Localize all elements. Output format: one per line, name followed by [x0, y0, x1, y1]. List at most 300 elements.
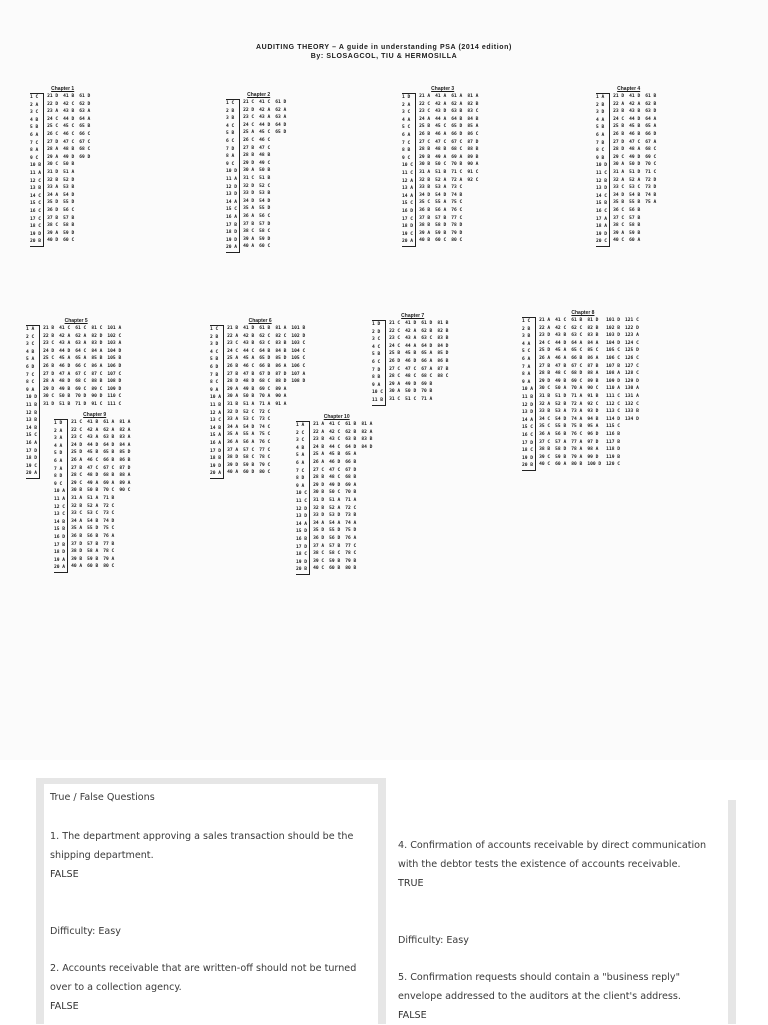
answer-entry: 62 A [451, 101, 463, 107]
answer-entry: 8 A [30, 148, 39, 154]
answer-entry: 34 D [243, 198, 255, 204]
answer-entry: 41 D [629, 94, 641, 99]
answer-entry: 2 A [30, 102, 39, 108]
answer-entry: 57 C [243, 447, 255, 453]
tf-panel-right [398, 836, 724, 1025]
answer-entry: 121 C [625, 318, 639, 323]
answer-entry: 15 B [54, 527, 66, 533]
answer-entry: 31 C [389, 396, 401, 402]
answer-entry: 28 A [47, 147, 59, 153]
answer-entry: 57 B [87, 541, 99, 547]
answer-entry: 1 D [54, 421, 63, 426]
answer-entry: 20 A [54, 565, 66, 571]
answer-entry: 72 C [345, 505, 357, 511]
answer-entry: 15 C [30, 201, 42, 207]
answer-entry: 62 A [275, 107, 287, 113]
answer-entry: 49 C [259, 160, 271, 166]
answer-entry: 42 A [629, 101, 641, 107]
answer-entry: 82 B [467, 101, 479, 107]
answer-entry: 46 A [435, 131, 447, 137]
answer-entry: 20 A [402, 239, 414, 245]
answer-entry: 9 A [296, 483, 305, 489]
answer-entry: 17 D [522, 440, 534, 446]
answer-entry: 33 B [419, 185, 431, 191]
answer-entry: 65 B [79, 124, 91, 130]
answer-entry: 64 A [645, 116, 657, 122]
answer-entry: 53 B [259, 191, 271, 197]
answer-entry: 34 A [227, 424, 239, 430]
answer-entry: 10 A [54, 489, 66, 495]
answer-entry: 71 A [421, 396, 433, 402]
answer-entry: 65 D [451, 124, 463, 130]
answer-entry: 106 D [107, 363, 122, 369]
answer-entry: 11 A [226, 176, 238, 182]
answer-entry: 3 A [54, 436, 63, 442]
answer-entry: 21 D [47, 94, 59, 99]
answer-entry: 68 C [259, 379, 271, 385]
answer-entry: 10 C [296, 491, 308, 497]
answer-entry: 48 C [555, 371, 567, 377]
answer-entry: 112 C [606, 401, 620, 407]
panel-border-top [36, 778, 382, 784]
answer-entry: 2 C [296, 430, 305, 436]
answer-entry: 69 C [571, 378, 583, 384]
answer-entry: 7 B [210, 372, 219, 378]
answer-entry: 36 A [539, 431, 551, 437]
answer-entry: 69 A [451, 154, 463, 160]
answer-entry: 65 D [259, 356, 271, 362]
answer-entry: 51 A [63, 169, 75, 175]
answer-entry: 68 C [645, 147, 657, 153]
answer-entry: 29 C [71, 480, 83, 486]
answer-entry: 87 D [119, 465, 131, 471]
answer-entry: 23 B [313, 437, 325, 443]
answer-entry: 21 A [313, 422, 325, 427]
answer-entry: 118 D [606, 447, 620, 453]
answer-entry: 38 C [613, 223, 625, 229]
answer-entry: 24 D [71, 442, 83, 448]
answer-entry: 65 A [75, 356, 87, 362]
answer-entry: 64 B [259, 348, 271, 354]
answer-entry: 43 A [59, 341, 71, 347]
answer-entry: 13 D [226, 192, 238, 198]
answer-entry: 36 D [313, 535, 325, 541]
answer-entry: 22 C [419, 101, 431, 107]
answer-entry: 76 A [103, 533, 115, 539]
answer-entry: 110 C [107, 394, 122, 400]
answer-entry: 30 B [313, 490, 325, 496]
answer-entry: 44 A [405, 343, 417, 349]
answer-entry: 61 B [345, 422, 357, 427]
answer-entry: 59 B [435, 230, 447, 236]
answer-entry: 74 B [451, 192, 463, 198]
answer-entry: 3 C [372, 337, 381, 343]
answer-entry: 21 D [613, 94, 625, 99]
tf-answer: FALSE [50, 1001, 79, 1012]
answer-entry: 54 A [329, 520, 341, 526]
answer-entry: 58 C [259, 229, 271, 235]
answer-entry: 103 A [107, 341, 122, 347]
answer-entry: 43 B [629, 109, 641, 115]
answer-entry: 17 B [226, 222, 238, 228]
answer-entry: 55 D [329, 528, 341, 534]
answer-entry: 83 C [467, 109, 479, 115]
answer-entry: 67 A [421, 366, 433, 372]
answer-entry: 21 A [419, 94, 431, 99]
answer-entry: 65 A [345, 452, 357, 458]
answer-entry: 35 A [227, 432, 239, 438]
answer-entry: 68 C [421, 374, 433, 380]
answer-entry: 108 A [606, 371, 620, 377]
answer-entry: 44 D [555, 340, 567, 346]
answer-entry: 35 A [71, 526, 83, 532]
chapter-title: Chapter 1 [51, 86, 75, 92]
answer-entry: 122 D [625, 325, 639, 331]
chapter-block [372, 313, 453, 406]
answer-entry: 66 D [451, 131, 463, 137]
answer-entry: 74 A [571, 416, 583, 422]
answer-entry: 13 B [26, 418, 38, 424]
answer-entry: 65 C [571, 348, 583, 354]
answer-entry: 56 B [87, 533, 99, 539]
answer-entry: 12 B [596, 178, 608, 184]
tf-answer: FALSE [398, 1010, 427, 1021]
answer-entry: 116 B [606, 431, 620, 437]
answer-entry: 38 B [419, 223, 431, 229]
answer-entry: 18 C [522, 448, 534, 454]
answer-entry: 87 D [275, 371, 287, 377]
answer-entry: 86 A [275, 363, 287, 369]
tf-answer: FALSE [50, 869, 79, 880]
answer-entry: 6 A [30, 132, 39, 138]
answer-entry: 33 D [243, 191, 255, 197]
answer-entry: 51 A [329, 497, 341, 503]
answer-entry: 82 B [437, 328, 449, 334]
answer-entry: 71 A [571, 393, 583, 399]
answer-entry: 1 C [210, 327, 219, 332]
answer-entry: 64 A [571, 340, 583, 346]
answer-entry: 78 D [451, 223, 463, 229]
answer-entry: 10 D [26, 395, 38, 401]
answer-entry: 41 C [329, 422, 341, 427]
answer-entry: 91 B [587, 393, 599, 399]
answer-entry: 12 C [30, 178, 42, 184]
answer-entry: 3 C [296, 438, 305, 444]
answer-entry: 38 D [227, 455, 239, 461]
answer-entry: 2 A [402, 102, 411, 108]
answer-entry: 26 B [419, 131, 431, 137]
answer-entry: 48 B [259, 153, 271, 159]
answer-entry: 12 D [226, 184, 238, 190]
answer-entry: 14 A [402, 193, 414, 199]
answer-entry: 84 D [437, 343, 449, 349]
answer-entry: 28 C [389, 374, 401, 380]
answer-entry: 81 A [119, 420, 131, 425]
answer-entry: 91 C [467, 169, 479, 175]
answer-entry: 37 A [313, 543, 325, 549]
answer-entry: 50 B [87, 488, 99, 494]
answer-entry: 76 C [571, 431, 583, 437]
answer-entry: 26 B [227, 363, 239, 369]
answer-entry: 120 C [606, 462, 620, 468]
answer-entry: 41 C [59, 326, 71, 331]
answer-entry: 61 B [571, 318, 583, 323]
chapter-title: Chapter 7 [401, 313, 425, 319]
answer-entry: 67 C [75, 371, 87, 377]
answer-entry: 1 A [26, 327, 35, 332]
answer-entry: 102 C [107, 333, 122, 339]
answer-entry: 7 C [30, 140, 39, 146]
answer-entry: 12 C [54, 504, 66, 510]
answer-entry: 76 A [345, 535, 357, 541]
answer-entry: 8 C [210, 380, 219, 386]
answer-entry: 52 B [555, 401, 567, 407]
answer-entry: 92 C [467, 177, 479, 183]
answer-entry: 44 C [329, 444, 341, 450]
answer-entry: 62 B [645, 101, 657, 107]
answer-entry: 89 C [91, 386, 103, 392]
answer-entry: 12 A [402, 178, 414, 184]
answer-entry: 84 D [361, 444, 373, 450]
answer-entry: 73 B [345, 513, 357, 519]
answer-entry: 37 C [613, 215, 625, 221]
answer-entry: 17 D [210, 448, 222, 454]
answer-entry: 56 C [259, 213, 271, 219]
answer-entry: 103 D [606, 333, 620, 339]
answer-entry: 9 A [210, 387, 219, 393]
answer-entry: 47 C [87, 465, 99, 471]
answer-entry: 80 C [259, 470, 271, 476]
answer-entry: 61 D [275, 100, 287, 105]
answer-entry: 34 A [47, 192, 59, 198]
answer-entry: 47 B [555, 363, 567, 369]
answer-entry: 73 C [259, 417, 271, 423]
answer-entry: 2 B [226, 108, 235, 114]
answer-entry: 52 A [87, 503, 99, 509]
answer-entry: 29 A [227, 386, 239, 392]
answer-entry: 95 A [587, 424, 599, 430]
answer-entry: 47 C [629, 139, 641, 145]
answer-entry: 114 D [606, 416, 620, 422]
answer-entry: 60 C [259, 244, 271, 250]
answer-entry: 52 A [435, 177, 447, 183]
answer-entry: 45 A [555, 348, 567, 354]
answer-entry: 32 D [243, 183, 255, 189]
answer-entry: 19 C [26, 463, 38, 469]
chapter-block [522, 310, 644, 471]
answer-entry: 46 C [259, 137, 271, 143]
answer-entry: 45 C [435, 124, 447, 130]
answer-entry: 70 A [259, 394, 271, 400]
answer-entry: 5 B [596, 125, 605, 131]
answer-entry: 9 C [402, 155, 411, 161]
answer-entry: 70 B [421, 389, 433, 395]
answer-entry: 80 B [571, 462, 583, 468]
answer-entry: 24 C [613, 116, 625, 122]
answer-entry: 54 D [435, 192, 447, 198]
answer-entry: 90 A [275, 394, 287, 400]
answer-entry: 60 C [435, 238, 447, 244]
answer-entry: 75 C [259, 432, 271, 438]
answer-entry: 81 B [437, 321, 449, 326]
answer-entry: 16 C [522, 432, 534, 438]
answer-entry: 29 B [419, 154, 431, 160]
answer-entry: 83 B [275, 341, 287, 347]
answer-entry: 24 C [243, 122, 255, 128]
answer-entry: 10 B [30, 163, 42, 169]
answer-entry: 42 C [63, 101, 75, 107]
answer-entry: 73 D [645, 185, 657, 191]
answer-entry: 18 C [296, 552, 308, 558]
answer-entry: 25 A [313, 452, 325, 458]
answer-entry: 69 C [645, 154, 657, 160]
answer-entry: 72 C [103, 503, 115, 509]
answer-entry: 45 A [59, 356, 71, 362]
answer-entry: 59 D [63, 230, 75, 236]
answer-entry: 29 D [43, 386, 55, 392]
answer-entry: 14 B [210, 425, 222, 431]
answer-entry: 54 D [63, 192, 75, 198]
answer-entry: 4 A [402, 117, 411, 123]
answer-entry: 64 D [103, 442, 115, 448]
answer-entry: 66 C [79, 131, 91, 137]
answer-entry: 16 A [26, 440, 38, 446]
tf-panel-left [50, 788, 370, 1016]
answer-entry: 25 C [47, 124, 59, 130]
answer-entry: 7 A [54, 466, 63, 472]
answer-entry: 33 C [71, 511, 83, 517]
answer-entry: 31 D [313, 497, 325, 503]
answer-entry: 72 D [645, 177, 657, 183]
answer-entry: 71 B [103, 495, 115, 501]
answer-entry: 26 A [313, 459, 325, 465]
answer-entry: 19 D [296, 559, 308, 565]
answer-entry: 15 C [522, 425, 534, 431]
answer-entry: 75 B [571, 424, 583, 430]
answer-entry: 58 D [435, 223, 447, 229]
answer-entry: 20 A [226, 245, 238, 251]
answer-entry: 82 A [361, 429, 373, 435]
answer-entry: 61 D [421, 321, 433, 326]
chapter-block [30, 86, 95, 247]
answer-entry: 71 D [75, 401, 87, 407]
answer-entry: 8 A [522, 372, 531, 378]
answer-entry: 107 A [291, 371, 306, 377]
answer-entry: 69 A [345, 482, 357, 488]
answer-entry: 39 C [539, 454, 551, 460]
answer-entry: 46 A [555, 355, 567, 361]
answer-entry: 132 C [625, 401, 639, 407]
answer-entry: 28 A [43, 379, 55, 385]
answer-entry: 70 D [75, 394, 87, 400]
answer-entry: 6 D [210, 364, 219, 370]
answer-entry: 46 C [63, 131, 75, 137]
answer-entry: 9 A [372, 382, 381, 388]
answer-entry: 65 D [275, 130, 287, 136]
answer-entry: 47 A [59, 371, 71, 377]
answer-entry: 47 B [243, 371, 255, 377]
chapter-block [54, 412, 135, 573]
answer-entry: 25 B [389, 351, 401, 357]
answer-entry: 22 D [47, 101, 59, 107]
answer-entry: 45 A [243, 356, 255, 362]
answer-entry: 84 B [275, 348, 287, 354]
answer-entry: 67 C [79, 139, 91, 145]
answer-entry: 53 A [555, 409, 567, 415]
answer-entry: 50 A [555, 386, 567, 392]
answer-entry: 75 C [451, 200, 463, 206]
answer-entry: 63 D [645, 109, 657, 115]
answer-entry: 35 A [243, 206, 255, 212]
answer-entry: 88 B [91, 379, 103, 385]
answer-entry: 38 D [71, 549, 83, 555]
answer-entry: 57 A [555, 439, 567, 445]
answer-entry: 57 B [435, 215, 447, 221]
answer-entry: 33 C [613, 185, 625, 191]
answer-entry: 64 D [421, 343, 433, 349]
answer-entry: 51 D [629, 169, 641, 175]
answer-entry: 29 A [389, 381, 401, 387]
answer-entry: 27 C [389, 366, 401, 372]
answer-entry: 68 B [345, 475, 357, 481]
answer-entry: 7 A [522, 364, 531, 370]
answer-entry: 59 B [243, 462, 255, 468]
answer-entry: 86 B [437, 358, 449, 364]
answer-entry: 63 A [75, 341, 87, 347]
answer-entry: 69 B [421, 381, 433, 387]
answer-entry: 11 B [372, 397, 384, 403]
answer-entry: 62 D [79, 101, 91, 107]
answer-entry: 105 C [291, 356, 306, 362]
answer-entry: 23 A [47, 109, 59, 115]
answer-entry: 17 D [296, 544, 308, 550]
answer-entry: 35 D [313, 528, 325, 534]
answer-entry: 51 C [405, 396, 417, 402]
answer-entry: 48 A [629, 147, 641, 153]
answer-entry: 82 B [587, 325, 599, 331]
answer-entry: 17 B [54, 542, 66, 548]
answer-entry: 23 C [71, 435, 83, 441]
answer-entry: 77 C [451, 215, 463, 221]
answer-entry: 60 B [87, 564, 99, 570]
answer-entry: 41 B [87, 420, 99, 425]
answer-entry: 109 D [606, 378, 620, 384]
answer-entry: 21 A [539, 318, 551, 323]
answer-entry: 5 B [30, 125, 39, 131]
answer-entry: 110 A [606, 386, 620, 392]
answer-entry: 37 C [539, 439, 551, 445]
answer-entry: 32 B [313, 505, 325, 511]
answer-entry: 12 B [26, 410, 38, 416]
answer-entry: 11 B [522, 394, 534, 400]
answer-entry: 48 C [329, 475, 341, 481]
answer-entry: 79 C [259, 462, 271, 468]
answer-entry: 49 B [59, 386, 71, 392]
answer-entry: 58 B [63, 223, 75, 229]
answer-entry: 28 B [313, 475, 325, 481]
answer-entry: 42 B [243, 333, 255, 339]
answer-entry: 1 C [226, 101, 235, 106]
answer-entry: 57 B [329, 543, 341, 549]
answer-entry: 75 A [645, 200, 657, 206]
answer-entry: 90 C [587, 386, 599, 392]
chapter-title: Chapter 3 [431, 86, 455, 92]
answer-entry: 43 D [435, 109, 447, 115]
answer-entry: 38 B [539, 447, 551, 453]
answer-entry: 39 C [313, 558, 325, 564]
answer-entry: 100 D [587, 462, 602, 468]
answer-entry: 31 A [71, 495, 83, 501]
